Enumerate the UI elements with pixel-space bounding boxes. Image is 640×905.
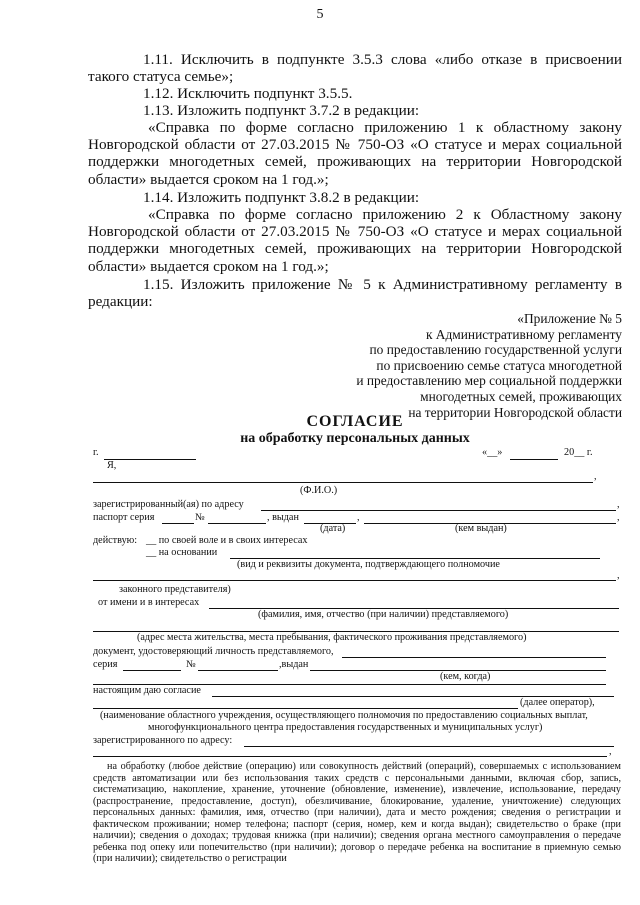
comma: , [617,499,620,510]
registered-label: зарегистрированный(ая) по адресу [93,499,244,510]
comma: , [357,512,360,523]
represented-hint: (фамилия, имя, отчество (при наличии) представляемого) [258,609,509,620]
institution-hint-2: многофункционального центра предоставления государственных и муниципальных услуг) [148,722,543,733]
date-day: «__» [482,447,503,458]
on-behalf-label: от имени и в интересах [98,597,200,608]
appendix-line: «Приложение № 5 [517,311,622,326]
fio-hint: (Ф.И.О.) [300,485,338,496]
operator-field-2[interactable] [93,708,518,709]
item-1-12: 1.12. Исключить подпункт 3.5.5. [143,85,353,102]
id-doc-field[interactable] [342,657,606,658]
appendix-line: по присвоению семье статуса многодетной [376,357,622,373]
operator-address-field[interactable] [244,746,614,747]
fio-field[interactable] [93,482,593,483]
appendix-header [290,311,622,420]
city-label: г. [93,447,99,458]
legal-rep-hint: законного представителя) [119,584,231,595]
city-field[interactable] [104,459,196,460]
comma: , [594,471,597,482]
appendix-line: и предоставлению мер социальной поддержки [356,373,622,389]
number-sign: № [195,512,205,523]
operator-label: (далее оператор), [520,697,595,708]
id-series-field[interactable] [123,670,181,671]
passport-series-field[interactable] [162,523,194,524]
date-month-field[interactable] [510,459,558,460]
form-subtitle: на обработку персональных данных [240,431,470,446]
id-number-field[interactable] [198,670,278,671]
comma: , [617,512,620,523]
date-hint: (дата) [320,523,346,534]
comma: , [617,570,620,581]
registered-at-label: зарегистрированного по адресу: [93,735,233,746]
operator-address-field-2[interactable] [93,756,607,757]
issued2-label: ,выдан [279,659,309,670]
consent-paragraph: на обработку (любое действие (операцию) или совокупность действий (операций), совершаемых с использованием средств автоматизации или без использования таких средств с персональными данными, включая сбор, запись, систематизацию, накопление, хранение, уточнение (обновление, изменение), извлечение, использование, передачу (распространение, предоставление, доступ), обезличивание, блокирование, удаление, уничтожение) следующих персональных данных: фамилия, имя, отчество (при наличии), дата и место рождения; сведения о регистрации и фактическом проживании; номер телефона; паспорт (серия, номер, кем и когда выдан); свидетельство о браке (при наличии); сведения о доходах; трудовая книжка (при наличии); сведения органа местного самоуправления о передаче ребенка под опеку или попечительство (при наличии); договор о передаче ребенка на воспитание в приемную семью (при наличии); свидетельство о регистрации [93,761,621,865]
form-title: СОГЛАСИЕ [306,413,404,430]
hereby-label: настоящим даю согласие [93,685,201,696]
basis-document-field-2[interactable] [93,580,616,581]
quote-1: «Справка по форме согласно приложению 1 к областному закону Новгородской области от 27.03.2015 № 750-ОЗ «О статусе и мерах социальной поддержки многодетных семей, проживающих на территории Новгородской области» выдается сроком на 1 год.»; [88,119,622,188]
appendix-line: к Административному регламенту [425,326,622,342]
id-doc-label: документ, удостоверяющий личность представляемого, [93,646,334,657]
comma: , [609,746,612,757]
item-1-15: 1.15. Изложить приложение № 5 к Административному регламенту в редакции: [88,276,622,311]
ya-label: Я, [107,460,117,471]
address-hint: (адрес места жительства, места пребывания, фактического проживания представляемого) [137,632,527,643]
issuer-hint: (кем выдан) [455,523,507,534]
own-will-option[interactable]: __ по своей воле и в своих интересах [146,535,308,546]
appendix-line: многодетных семей, проживающих [420,388,622,404]
item-1-11: 1.11. Исключить в подпункте 3.5.3 слова «либо отказе в присвоении такого статуса семье»; [88,51,622,86]
page-number: 5 [316,7,324,22]
date-year: 20__ г. [564,447,593,458]
number-sign: № [186,659,196,670]
passport-series-label: паспорт серия [93,512,155,523]
acting-label: действую: [93,535,138,546]
on-basis-option[interactable]: __ на основании [146,547,218,558]
appendix-line: на территории Новгородской области [408,404,622,420]
institution-hint-1: (наименование областного учреждения, осуществляющего полномочия по предоставлению социальных выплат, [100,710,588,721]
series-label: серия [93,659,118,670]
who-when-hint: (кем, когда) [440,671,491,682]
quote-2: «Справка по форме согласно приложению 2 к Областному закону Новгородской области от 27.03.2015 № 750-ОЗ «О статусе и мерах социальной поддержки многодетных семей, проживающих на территории Новгородской области» выдается сроком на 1 год.»; [88,206,622,275]
item-1-13: 1.13. Изложить подпункт 3.7.2 в редакции: [143,102,420,119]
passport-number-field[interactable] [208,523,266,524]
item-1-14: 1.14. Изложить подпункт 3.8.2 в редакции: [143,189,420,206]
issued-label: , выдан [267,512,299,523]
doc-hint: (вид и реквизиты документа, подтверждающего полномочие [237,559,500,570]
registered-address-field[interactable] [261,510,616,511]
appendix-line: по предоставлению государственной услуги [369,342,622,358]
